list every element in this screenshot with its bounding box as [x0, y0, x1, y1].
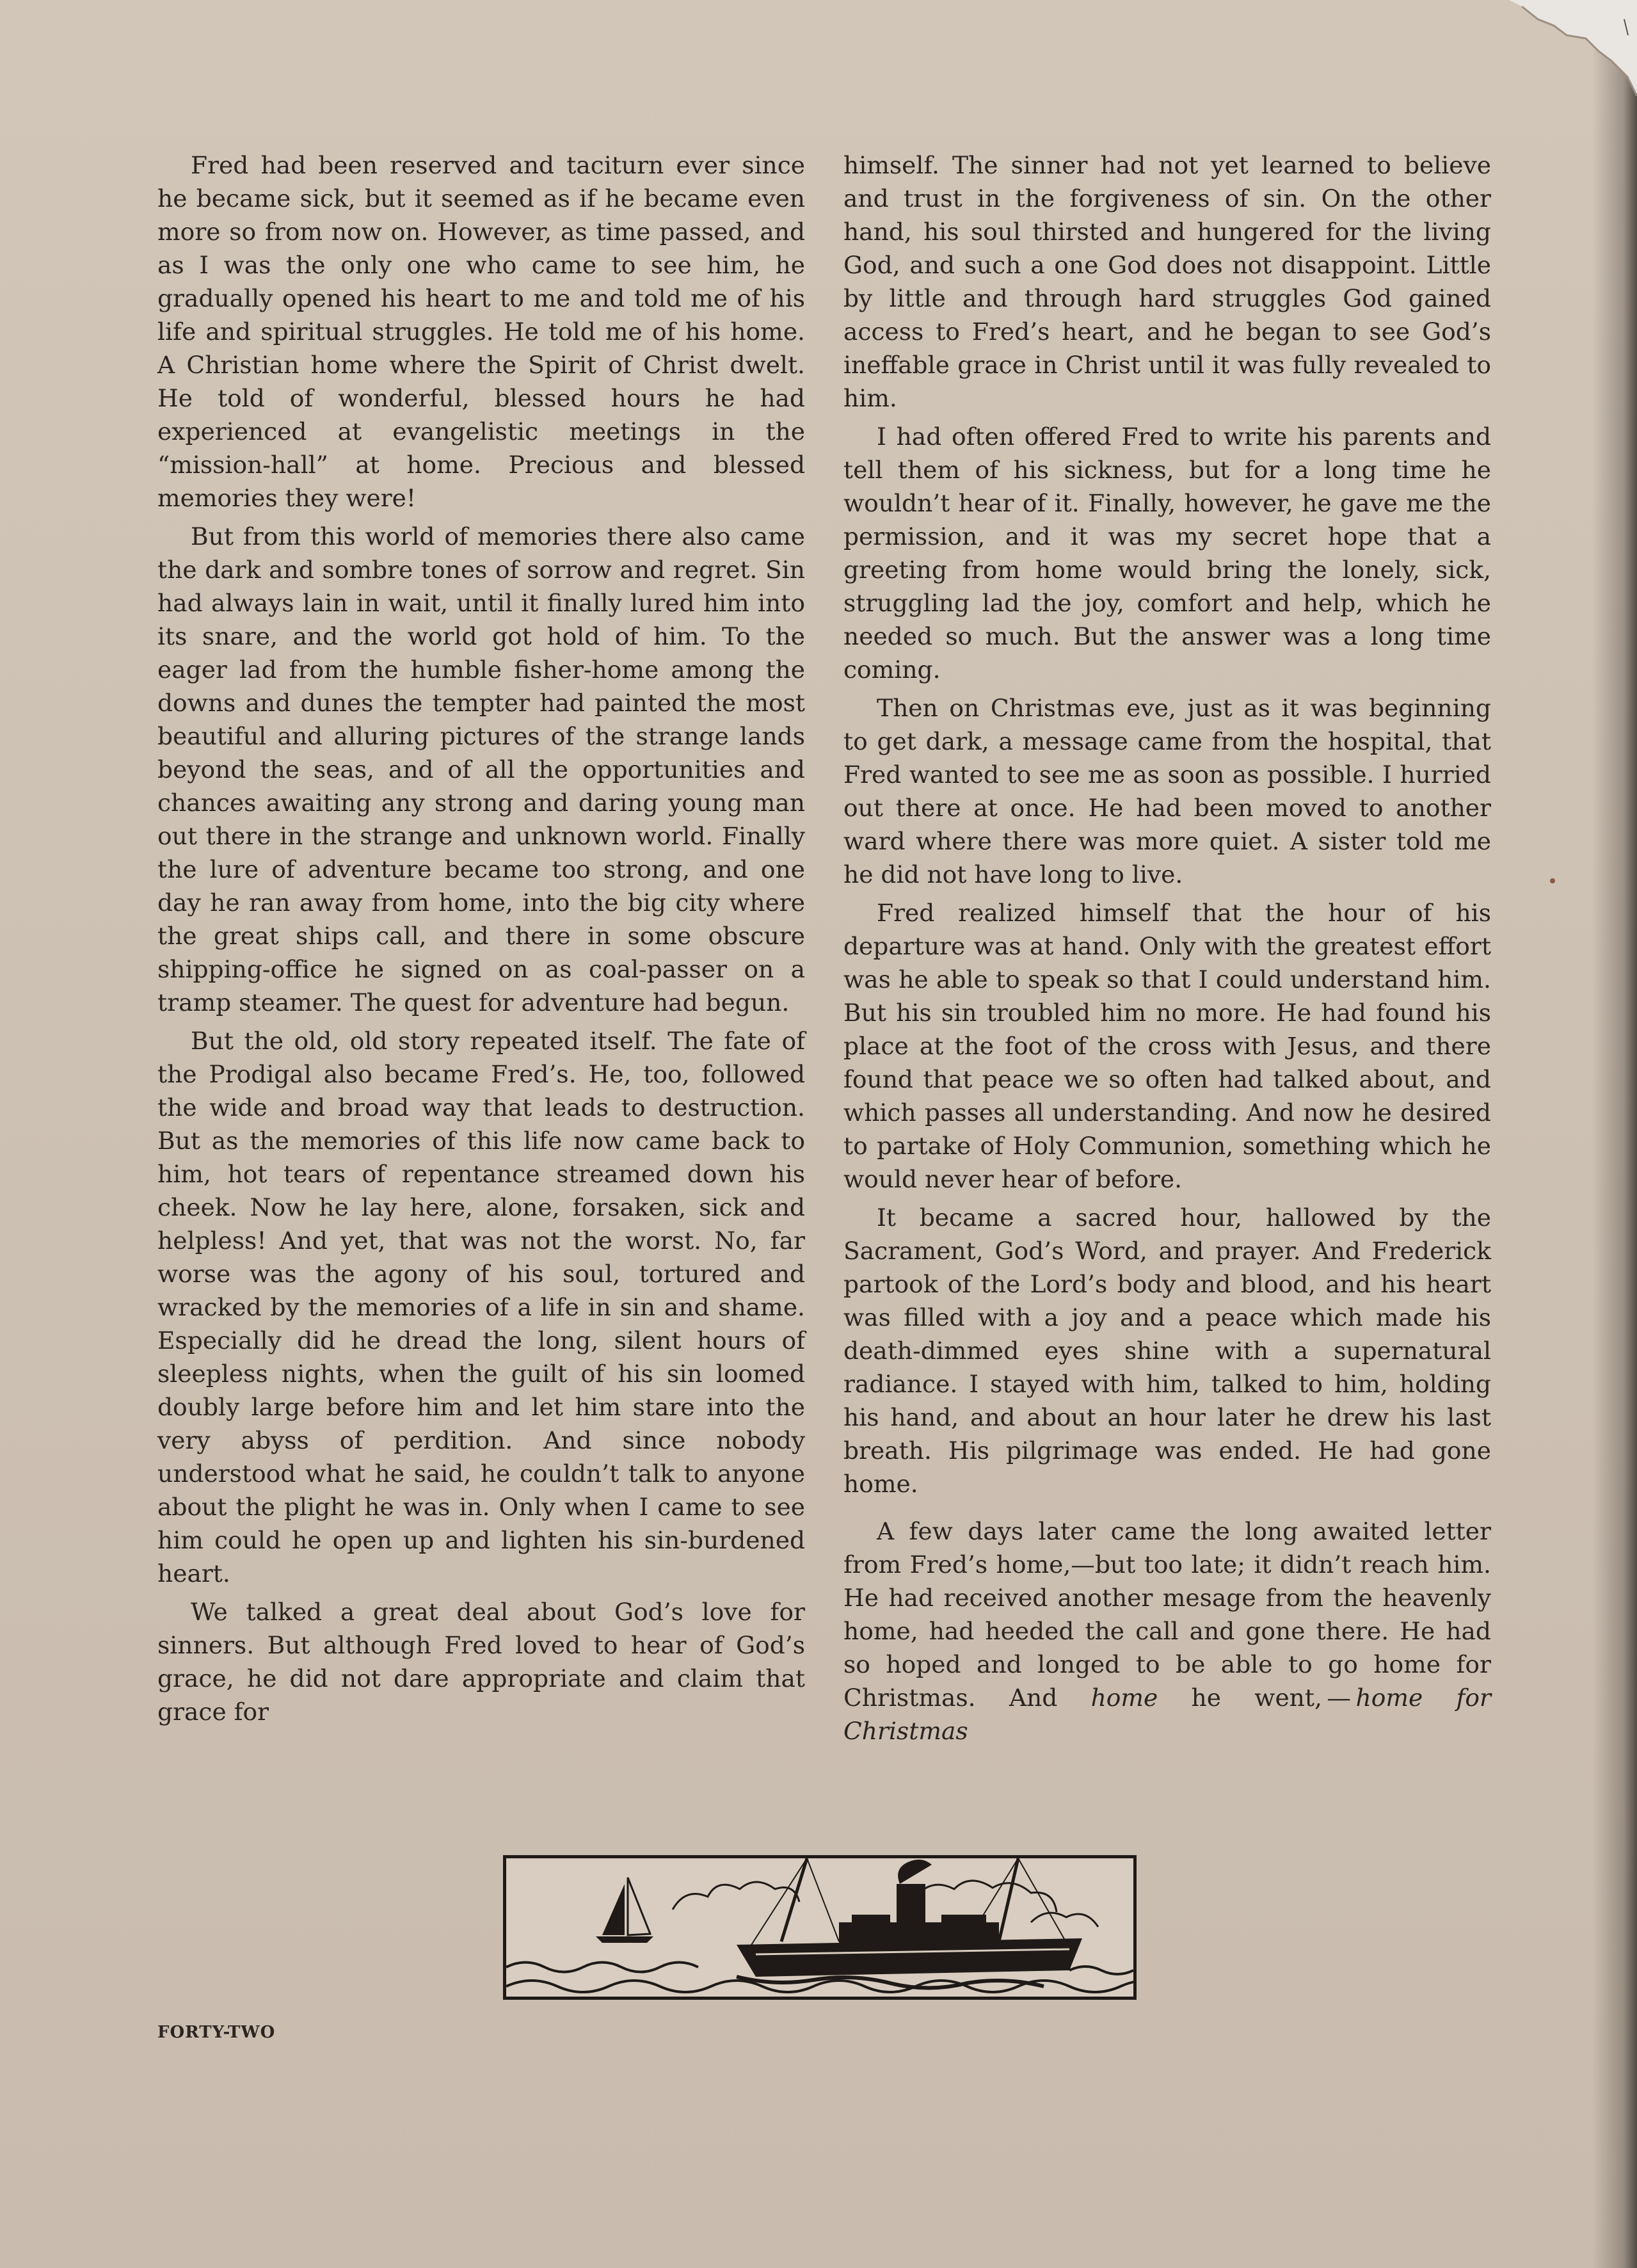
paragraph: Fred realized himself that the hour of his departure was at hand. Only with the greatest effort was he able to speak so that I could understand him. But his sin troubled him no more. He had found his place at the foot of the cross with Jesus, and there found that peace we so often had talked about, and which passes all understanding. And now he desired to partake of Holy Communion, something which he would never hear of before.: [843, 899, 1491, 1193]
paragraph: Fred had been reserved and taciturn ever since he became sick, but it seemed as if he became even more so from now on. However, as time passed, and as I was the only one who came to see him, he gradually opened his heart to me and told me of his life and spiritual struggles. He told me of his home. A Christian home where the Spirit of Christ dwelt. He told of wonderful, blessed hours he had experienced at evangelistic meetings in the “mission-hall” at home. Precious and blessed memories they were!: [157, 151, 805, 512]
final-emphasis-home-for-christmas: home for Christmas: [843, 1684, 1492, 1745]
paragraph: It became a sacred hour, hallowed by the Sacrament, God’s Word, and prayer. And Frederick partook of the Lord’s body and blood, and his heart was filled with a joy and a peace which made his death-dimmed eyes shine with a supernatural radiance. I stayed with him, talked to him, holding his hand, and about an hour later he drew his last breath. His pilgrimage was ended. He had gone home.: [843, 1203, 1491, 1498]
page-number: FORTY-TWO: [157, 2023, 276, 2042]
paragraph: But the old, old story repeated itself. The fate of the Prodigal also became Fred’s. He, too, followed the wide and broad way that leads to destruction. But as the memories of this life now came back to him, hot tears of repentance streamed down his cheek. Now he lay here, alone, forsaken, sick and helpless! And yet, that was not the worst. No, far worse was the agony of his soul, tortured and wracked by the memories of a life in sin and shame. Especially did he dread the long, silent hours of sleepless nights, when the guilt of his sin loomed doubly large before him and let him stare into the very abyss of perdition. And since nobody understood what he said, he couldn’t talk to anyone about the plight he was in. Only when I came to see him could he open up and lighten his sin-burdened heart.: [157, 1027, 805, 1588]
paragraph: Then on Christmas eve, just as it was beginning to get dark, a message came from the hospital, that Fred wanted to see me as soon as possible. I hurried out there at once. He had been moved to another ward where there was more quiet. A sister told me he did not have long to live.: [843, 694, 1491, 889]
torn-corner: [1509, 0, 1637, 96]
paragraph-final: [843, 1515, 1491, 1748]
right-column: [843, 149, 1491, 1753]
page-edge-shadow: [1592, 0, 1637, 2268]
paragraph: I had often offered Fred to write his parents and tell them of his sickness, but for a long time he wouldn’t hear of it. Finally, however, he gave me the permission, and it was my secret hope that a greeting from home would bring the lonely, sick, struggling lad the joy, comfort and help, which he needed so much. But the answer was a long time coming.: [843, 422, 1491, 684]
left-column: [157, 149, 805, 1733]
paragraph-continuation: himself. The sinner had not yet learned to believe and trust in the forgiveness of sin. On the other hand, his soul thirsted and hungered for the living God, and such a one God does not disappoint. Little by little and through hard struggles God gained access to Fred’s heart, and he began to see God’s ineffable grace in Christ until it was fully revealed to him.: [843, 151, 1491, 412]
final-emphasis-home: home: [1090, 1684, 1158, 1712]
steamship-illustration-icon: [506, 1858, 1133, 1997]
paper-spot: [1550, 878, 1555, 883]
paragraph: But from this world of memories there also came the dark and sombre tones of sorrow and regret. Sin had always lain in wait, until it finally lured him into its snare, and the world got hold of him. To the eager lad from the humble fisher-home among the downs and dunes the tempter had painted the most beautiful and alluring pictures of the strange lands beyond the seas, and of all the opportunities and chances awaiting any strong and daring young man out there in the strange and unknown world. Finally the lure of adventure became too strong, and one day he ran away from home, into the big city where the great ships call, and there in some obscure shipping-office he signed on as coal-passer on a tramp steamer. The quest for adventure had begun.: [157, 522, 805, 1017]
ship-ornament: [503, 1855, 1137, 2000]
final-text-mid: he went, —: [1158, 1684, 1356, 1712]
final-text: A few days later came the long awaited letter from Fred’s home,—but too late; it didn’t reach him. He had received another mesage from the heavenly home, had heeded the call and gone there. He had so hoped and longed to be able to go home for Christmas. And: [843, 1517, 1491, 1712]
paragraph: We talked a great deal about God’s love for sinners. But although Fred loved to hear of God’s grace, he did not dare appropriate and claim that grace for: [157, 1598, 805, 1726]
